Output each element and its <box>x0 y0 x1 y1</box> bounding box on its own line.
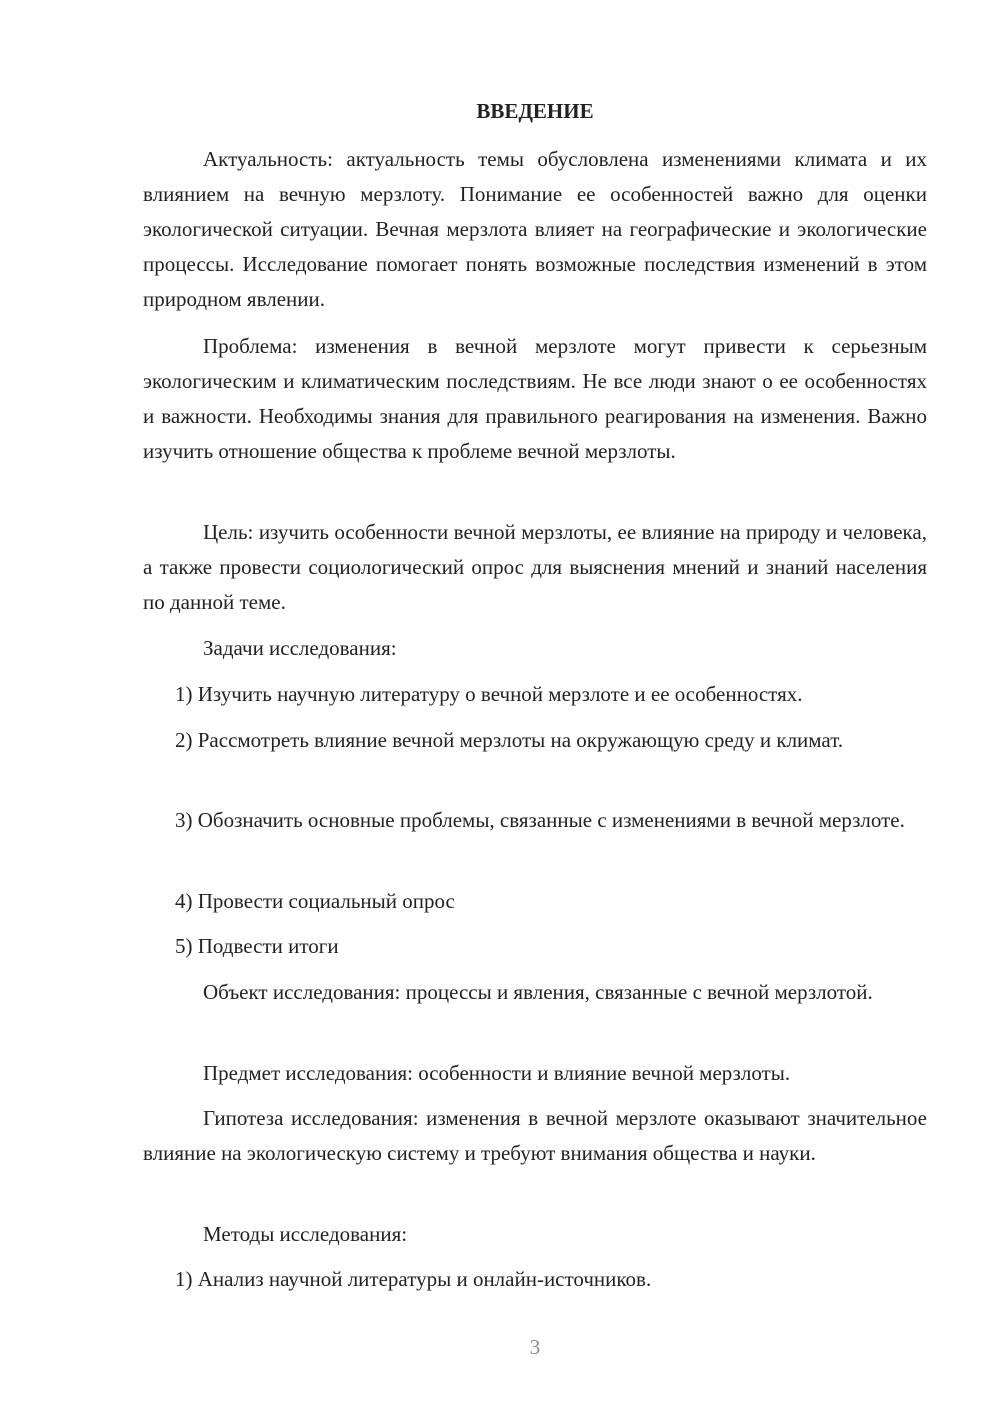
subject-paragraph: Предмет исследования: особенности и влияние вечной мерзлоты. <box>203 1061 791 1085</box>
goal-paragraph: Цель: изучить особенности вечной мерзлоты, ее влияние на природу и человека, а также провести социологический опрос для выяснения мнений и знаний населения по данной теме. <box>143 520 927 614</box>
document-page <box>143 0 927 1414</box>
section-title: ВВЕДЕНИЕ <box>476 99 594 123</box>
methods-heading: Методы исследования: <box>203 1222 408 1246</box>
hypothesis-paragraph: Гипотеза исследования: изменения в вечной мерзлоте оказывают значительное влияние на экологическую систему и требуют внимания общества и науки. <box>143 1106 927 1165</box>
problem-paragraph: Проблема: изменения в вечной мерзлоте могут привести к серьезным экологическим и климатическим последствиям. Не все люди знают о ее особенностях и важности. Необходимы знания для правильного реагирования на изменения. Важно изучить отношение общества к проблеме вечной мерзлоты. <box>143 334 927 463</box>
task-item-1: 1) Изучить научную литературу о вечной мерзлоте и ее особенностях. <box>175 682 803 706</box>
task-item-2: 2) Рассмотреть влияние вечной мерзлоты на окружающую среду и климат. <box>175 728 844 752</box>
task-item-3: 3) Обозначить основные проблемы, связанные с изменениями в вечной мерзлоте. <box>175 808 905 832</box>
page-number: 3 <box>529 1335 541 1359</box>
tasks-heading: Задачи исследования: <box>203 636 397 660</box>
relevance-paragraph: Актуальность: актуальность темы обусловлена изменениями климата и их влиянием на вечную мерзлоту. Понимание ее особенностей важно для оценки экологической ситуации. Вечная мерзлота влияет на географические и экологические процессы. Исследование помогает понять возможные последствия изменений в этом природном явлении. <box>143 147 927 311</box>
task-item-5: 5) Подвести итоги <box>175 934 339 958</box>
method-item-1: 1) Анализ научной литературы и онлайн-источников. <box>175 1267 652 1291</box>
task-item-4: 4) Провести социальный опрос <box>175 889 455 913</box>
object-paragraph: Объект исследования: процессы и явления, связанные с вечной мерзлотой. <box>203 980 873 1004</box>
